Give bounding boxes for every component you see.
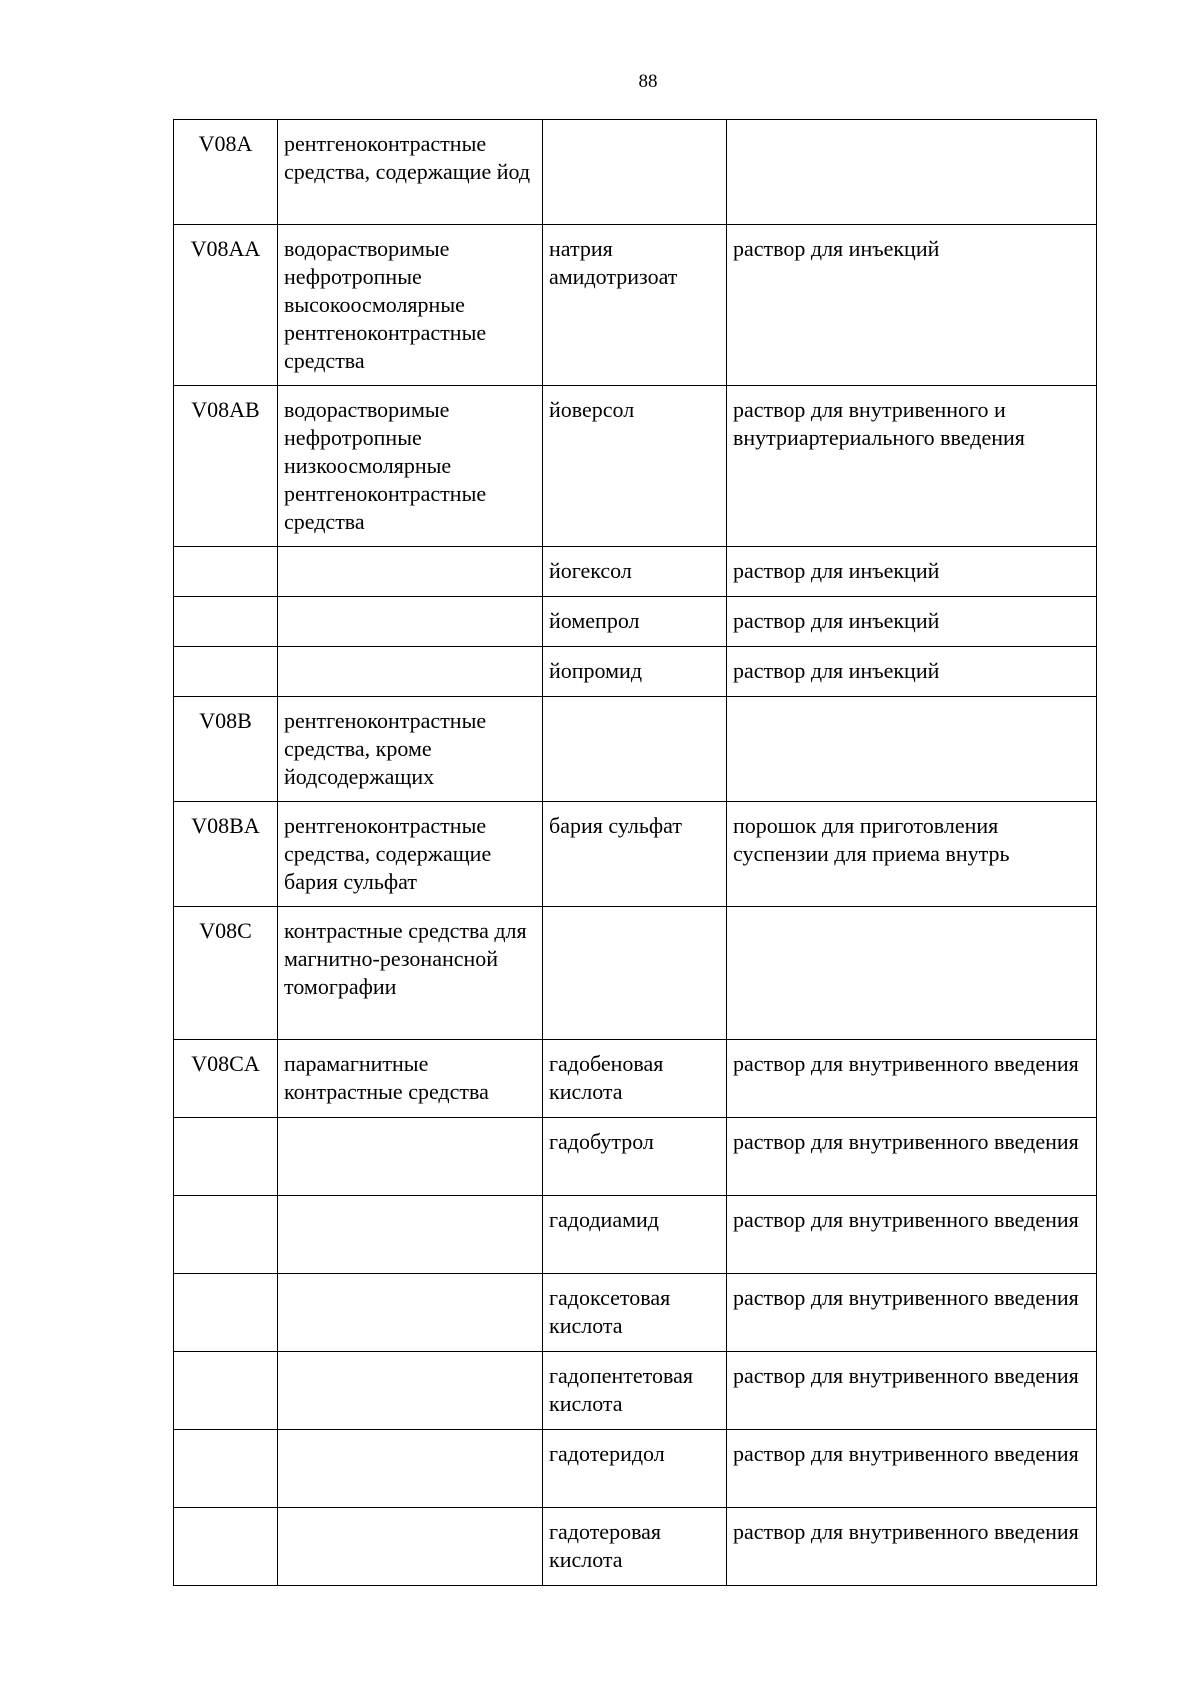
group-name-cell: парамагнитные контрастные средства xyxy=(278,1040,543,1118)
group-name-cell xyxy=(278,597,543,647)
dosage-form-cell: раствор для инъекций xyxy=(727,225,1097,386)
dosage-form-cell: порошок для приготовления суспензии для приема внутрь xyxy=(727,802,1097,907)
substance-cell: натрия амидотризоат xyxy=(543,225,727,386)
table-body xyxy=(174,120,1097,1586)
dosage-form-cell: раствор для внутривенного введения xyxy=(727,1196,1097,1274)
substance-cell: гадоксетовая кислота xyxy=(543,1274,727,1352)
atc-code-cell xyxy=(174,1352,278,1430)
dosage-form-cell: раствор для внутривенного введения xyxy=(727,1352,1097,1430)
group-name-cell xyxy=(278,1508,543,1586)
group-name-cell xyxy=(278,1430,543,1508)
group-name-cell xyxy=(278,547,543,597)
table-row xyxy=(174,907,1097,1040)
atc-code-cell xyxy=(174,1508,278,1586)
table-row xyxy=(174,1274,1097,1352)
atc-code-cell xyxy=(174,1274,278,1352)
substance-cell: йоверсол xyxy=(543,386,727,547)
atc-code-cell: V08BA xyxy=(174,802,278,907)
substance-cell: гадотеровая кислота xyxy=(543,1508,727,1586)
atc-code-cell xyxy=(174,597,278,647)
atc-code-cell: V08A xyxy=(174,120,278,225)
table-row xyxy=(174,1430,1097,1508)
group-name-cell: рентгеноконтрастные средства, содержащие йод xyxy=(278,120,543,225)
group-name-cell xyxy=(278,1118,543,1196)
substance-cell: йогексол xyxy=(543,547,727,597)
substance-cell: йомепрол xyxy=(543,597,727,647)
group-name-cell: водорастворимые нефротропные низкоосмолярные рентгеноконтрастные средства xyxy=(278,386,543,547)
substance-cell xyxy=(543,120,727,225)
atc-code-cell: V08AB xyxy=(174,386,278,547)
table-row xyxy=(174,120,1097,225)
substance-cell: гадодиамид xyxy=(543,1196,727,1274)
dosage-form-cell: раствор для инъекций xyxy=(727,597,1097,647)
atc-code-cell xyxy=(174,547,278,597)
substance-cell xyxy=(543,697,727,802)
table-row xyxy=(174,1196,1097,1274)
atc-code-cell: V08C xyxy=(174,907,278,1040)
atc-code-cell: V08AA xyxy=(174,225,278,386)
dosage-form-cell xyxy=(727,120,1097,225)
dosage-form-cell xyxy=(727,697,1097,802)
substance-cell: гадобеновая кислота xyxy=(543,1040,727,1118)
table-row xyxy=(174,1118,1097,1196)
dosage-form-cell: раствор для внутривенного введения xyxy=(727,1274,1097,1352)
table-row xyxy=(174,225,1097,386)
table-row xyxy=(174,597,1097,647)
table-row xyxy=(174,386,1097,547)
group-name-cell xyxy=(278,1274,543,1352)
atc-code-cell xyxy=(174,1430,278,1508)
table-row xyxy=(174,1040,1097,1118)
dosage-form-cell: раствор для внутривенного введения xyxy=(727,1508,1097,1586)
substance-cell: йопромид xyxy=(543,647,727,697)
atc-code-cell xyxy=(174,1118,278,1196)
group-name-cell xyxy=(278,1352,543,1430)
page-number: 88 xyxy=(638,71,658,92)
group-name-cell: водорастворимые нефротропные высокоосмолярные рентгеноконтрастные средства xyxy=(278,225,543,386)
group-name-cell: контрастные средства для магнитно-резонансной томографии xyxy=(278,907,543,1040)
group-name-cell: рентгеноконтрастные средства, содержащие бария сульфат xyxy=(278,802,543,907)
group-name-cell xyxy=(278,647,543,697)
table-row xyxy=(174,647,1097,697)
dosage-form-cell: раствор для внутривенного введения xyxy=(727,1430,1097,1508)
dosage-form-cell: раствор для внутривенного введения xyxy=(727,1118,1097,1196)
atc-code-cell xyxy=(174,1196,278,1274)
table-row xyxy=(174,802,1097,907)
dosage-form-cell xyxy=(727,907,1097,1040)
atc-code-cell: V08B xyxy=(174,697,278,802)
substance-cell xyxy=(543,907,727,1040)
table-row xyxy=(174,1352,1097,1430)
group-name-cell: рентгеноконтрастные средства, кроме йодсодержащих xyxy=(278,697,543,802)
substance-cell: бария сульфат xyxy=(543,802,727,907)
group-name-cell xyxy=(278,1196,543,1274)
substance-cell: гадотеридол xyxy=(543,1430,727,1508)
dosage-form-cell: раствор для инъекций xyxy=(727,547,1097,597)
table-row xyxy=(174,547,1097,597)
table-row xyxy=(174,1508,1097,1586)
atc-code-cell: V08CA xyxy=(174,1040,278,1118)
atc-drug-table xyxy=(173,119,1097,1586)
table-row xyxy=(174,697,1097,802)
substance-cell: гадобутрол xyxy=(543,1118,727,1196)
dosage-form-cell: раствор для внутривенного введения xyxy=(727,1040,1097,1118)
dosage-form-cell: раствор для внутривенного и внутриартериального введения xyxy=(727,386,1097,547)
substance-cell: гадопентетовая кислота xyxy=(543,1352,727,1430)
dosage-form-cell: раствор для инъекций xyxy=(727,647,1097,697)
atc-code-cell xyxy=(174,647,278,697)
